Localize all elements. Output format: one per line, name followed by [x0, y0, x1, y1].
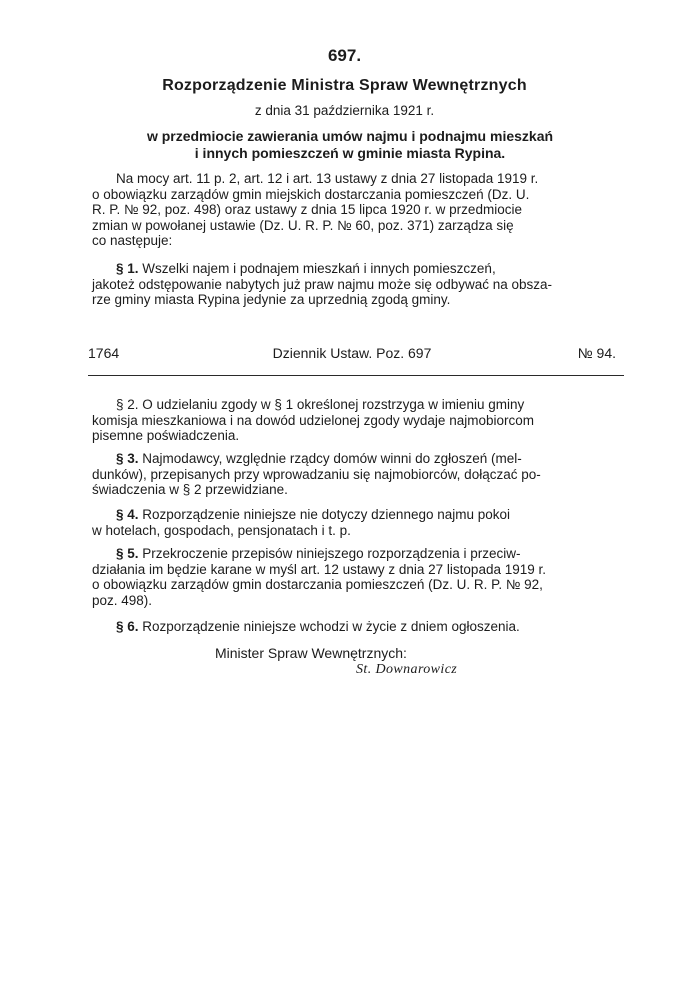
issue-number: № 94. — [577, 345, 616, 361]
preamble-line: R. P. № 92, poz. 498) oraz ustawy z dnia 15 lipca 1920 r. w przedmiocie — [92, 202, 522, 217]
paragraph-4 — [92, 507, 622, 538]
paragraph-5 — [92, 546, 622, 608]
paragraph-text: Rozporządzenie niniejsze nie dotyczy dziennego najmu pokoi — [142, 507, 511, 522]
preamble-line: Na mocy art. 11 p. 2, art. 12 i art. 13 ustawy z dnia 27 listopada 1919 r. — [116, 171, 539, 186]
preamble — [92, 171, 622, 249]
paragraph-text: Najmodawcy, względnie rządcy domów winni do zgłoszeń (mel- — [142, 451, 522, 466]
header-rule — [88, 375, 624, 376]
act-subject-line-2: i innych pomieszczeń w gminie miasta Rypina. — [194, 145, 506, 161]
signature-name: St. Downarowicz — [356, 662, 458, 677]
act-subject-line-1: w przedmiocie zawierania umów najmu i podnajmu mieszkań — [146, 128, 554, 144]
journal-reference: Dziennik Ustaw. Poz. 697 — [272, 345, 432, 361]
paragraph-text: O udzielaniu zgody w § 1 określonej rozstrzyga w imieniu gminy — [142, 397, 525, 412]
paragraph-text: Wszelki najem i podnajem mieszkań i innych pomieszczeń, — [142, 261, 496, 276]
paragraph-label: § 5. — [116, 546, 139, 561]
paragraph-1 — [92, 261, 622, 308]
paragraph-label: § 4. — [116, 507, 139, 522]
act-title: Rozporządzenie Ministra Spraw Wewnętrznych — [162, 77, 527, 94]
paragraph-text: Rozporządzenie niniejsze wchodzi w życie z dniem ogłoszenia. — [142, 619, 520, 634]
paragraph-label: § 3. — [116, 451, 139, 466]
page-number: 1764 — [88, 345, 120, 361]
page-header — [88, 345, 616, 365]
paragraph-text: działania im będzie karane w myśl art. 12 ustawy z dnia 27 listopada 1919 r. — [92, 561, 546, 577]
paragraph-label: § 1. — [116, 261, 139, 276]
paragraph-2 — [92, 397, 622, 444]
paragraph-6 — [92, 619, 622, 635]
paragraph-text: komisja mieszkaniowa i na dowód udzielonej zgody wydaje najmobiorcom — [92, 412, 534, 428]
preamble-line: zmian w powołanej ustawie (Dz. U. R. P. № 60, poz. 371) zarządza się — [92, 217, 514, 233]
act-date: z dnia 31 października 1921 r. — [254, 103, 435, 118]
preamble-line: co następuje: — [92, 233, 173, 248]
paragraph-text: świadczenia w § 2 przewidziane. — [92, 482, 288, 497]
paragraph-text: pisemne poświadczenia. — [92, 428, 240, 443]
paragraph-text: o obowiązku zarządów gmin dostarczania pomieszczeń (Dz. U. R. P. № 92, — [92, 577, 543, 592]
preamble-line: o obowiązku zarządów gmin miejskich dostarczania pomieszczeń (Dz. U. — [92, 186, 530, 202]
paragraph-label: § 2. — [116, 397, 139, 412]
act-number: 697. — [327, 46, 362, 65]
paragraph-text: jakoteż odstępowanie nabytych już praw najmu może się odbywać na obsza- — [92, 276, 553, 292]
paragraph-text: w hotelach, gospodach, pensjonatach i t. p. — [92, 522, 351, 538]
paragraph-text: dunków), przepisanych przy wprowadzaniu się najmobiorców, dołączać po- — [92, 466, 541, 482]
paragraph-3 — [92, 451, 622, 498]
signature-title: Minister Spraw Wewnętrznych: — [215, 645, 407, 661]
paragraph-text: poz. 498). — [92, 592, 153, 608]
paragraph-text: rze gminy miasta Rypina jedynie za uprzednią zgodą gminy. — [92, 292, 451, 307]
paragraph-text: Przekroczenie przepisów niniejszego rozporządzenia i przeciw- — [142, 546, 521, 561]
paragraph-label: § 6. — [116, 619, 139, 634]
